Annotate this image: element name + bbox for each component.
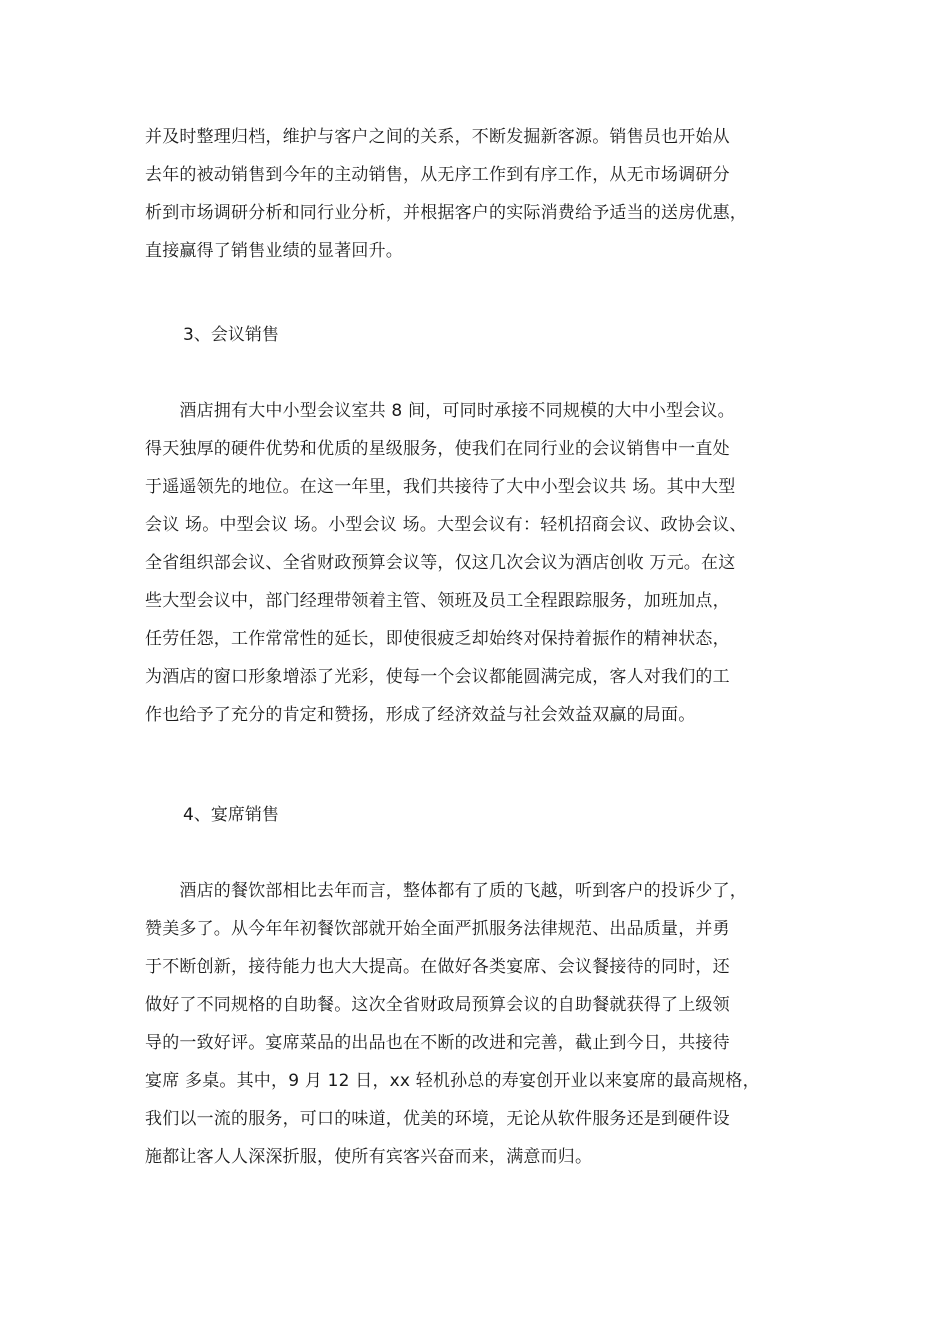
text-line: 做好了不同规格的自助餐。这次全省财政局预算会议的自助餐就获得了上级领 <box>145 995 730 1015</box>
text-line: 酒店的餐饮部相比去年而言，整体都有了质的飞越，听到客户的投诉少了， <box>145 881 747 901</box>
text-line: 赞美多了。从今年年初餐饮部就开始全面严抓服务法律规范、出品质量，并勇 <box>145 919 730 939</box>
text-line: 些大型会议中，部门经理带领着主管、领班及员工全程跟踪服务，加班加点， <box>145 591 730 611</box>
text-line: 作也给予了充分的肯定和赞扬，形成了经济效益与社会效益双赢的局面。 <box>145 705 696 725</box>
paragraph-2 <box>145 392 809 734</box>
section-heading-4: 4、宴席销售 <box>183 805 279 825</box>
text-line: 任劳任怨，工作常常性的延长，即使很疲乏却始终对保持着振作的精神状态， <box>145 629 730 649</box>
text-line: 导的一致好评。宴席菜品的出品也在不断的改进和完善，截止到今日，共接待 <box>145 1033 730 1053</box>
text-line: 为酒店的窗口形象增添了光彩，使每一个会议都能圆满完成，客人对我们的工 <box>145 667 730 687</box>
text-line: 会议 场。中型会议 场。小型会议 场。大型会议有：轻机招商会议、政协会议、 <box>145 515 747 535</box>
text-line: 直接赢得了销售业绩的显著回升。 <box>145 241 403 261</box>
text-line: 去年的被动销售到今年的主动销售，从无序工作到有序工作，从无市场调研分 <box>145 165 730 185</box>
text-line: 全省组织部会议、全省财政预算会议等，仅这几次会议为酒店创收 万元。在这 <box>145 553 736 573</box>
paragraph-1 <box>145 118 809 270</box>
text-line: 于不断创新，接待能力也大大提高。在做好各类宴席、会议餐接待的同时，还 <box>145 957 730 977</box>
section-heading-3: 3、会议销售 <box>183 325 279 345</box>
text-line: 施都让客人人深深折服，使所有宾客兴奋而来，满意而归。 <box>145 1147 593 1167</box>
text-line: 于遥遥领先的地位。在这一年里，我们共接待了大中小型会议共 场。其中大型 <box>145 477 736 497</box>
text-line: 得天独厚的硬件优势和优质的星级服务，使我们在同行业的会议销售中一直处 <box>145 439 730 459</box>
text-line: 并及时整理归档，维护与客户之间的关系，不断发掘新客源。销售员也开始从 <box>145 127 730 147</box>
text-line: 宴席 多桌。其中，9 月 12 日，xx 轻机孙总的寿宴创开业以来宴席的最高规格， <box>145 1071 760 1091</box>
text-line: 析到市场调研分析和同行业分析，并根据客户的实际消费给予适当的送房优惠， <box>145 203 747 223</box>
text-line: 酒店拥有大中小型会议室共 8 间，可同时承接不同规模的大中小型会议。 <box>145 401 735 421</box>
paragraph-3 <box>145 872 809 1176</box>
text-line: 我们以一流的服务，可口的味道，优美的环境，无论从软件服务还是到硬件设 <box>145 1109 730 1129</box>
